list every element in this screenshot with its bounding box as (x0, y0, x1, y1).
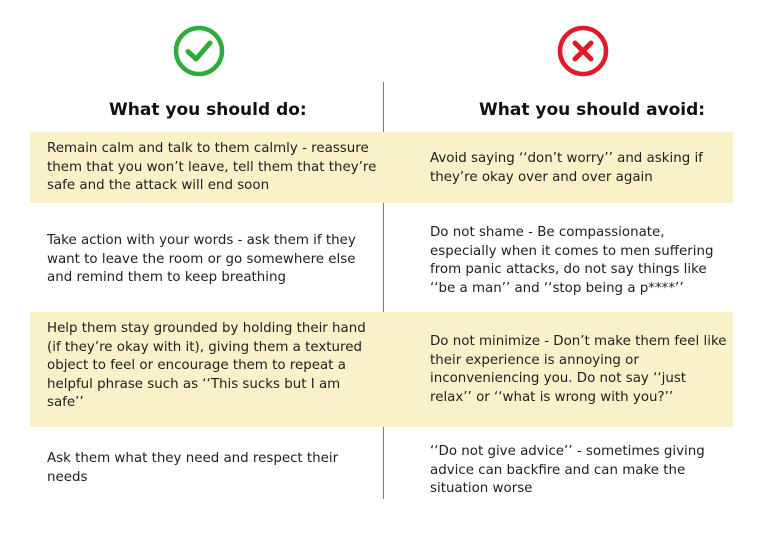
table-row (30, 216, 733, 298)
avoid-item: Do not shame - Be compassionate, especially when it comes to men suffering from panic attacks, do not say things like ‘‘be a man’’ and ‘‘stop being a p****’’ (430, 225, 714, 296)
table-row (30, 440, 733, 500)
avoid-item: ‘‘Do not give advice’’ - sometimes giving advice can backfire and can make the situation worse (430, 444, 705, 496)
do-item: Remain calm and talk to them calmly - reassure them that you won’t leave, tell them that they’re safe and the attack will end soon (47, 141, 377, 193)
avoid-heading: What you should avoid: (479, 100, 706, 120)
table-row (30, 132, 733, 203)
check-circle-icon (172, 24, 226, 82)
do-item: Help them stay grounded by holding their hand (if they’re okay with it), giving them a textured object to feel or encourage them to repeat a helpful phrase such as ‘‘This sucks but I am safe’’ (47, 321, 366, 410)
avoid-item: Do not minimize - Don’t make them feel like their experience is annoying or inconveniencing you. Do not say ‘‘just relax’’ or ‘‘what is wrong with you?’’ (430, 334, 727, 405)
table-row (30, 312, 733, 427)
avoid-item: Avoid saying ‘‘don’t worry’’ and asking if they’re okay over and over again (430, 151, 703, 185)
do-item: Take action with your words - ask them if they want to leave the room or go somewhere else and remind them to keep breathing (47, 233, 356, 285)
do-item: Ask them what they need and respect their needs (47, 451, 339, 485)
x-circle-icon (556, 24, 610, 82)
do-heading: What you should do: (109, 100, 307, 120)
